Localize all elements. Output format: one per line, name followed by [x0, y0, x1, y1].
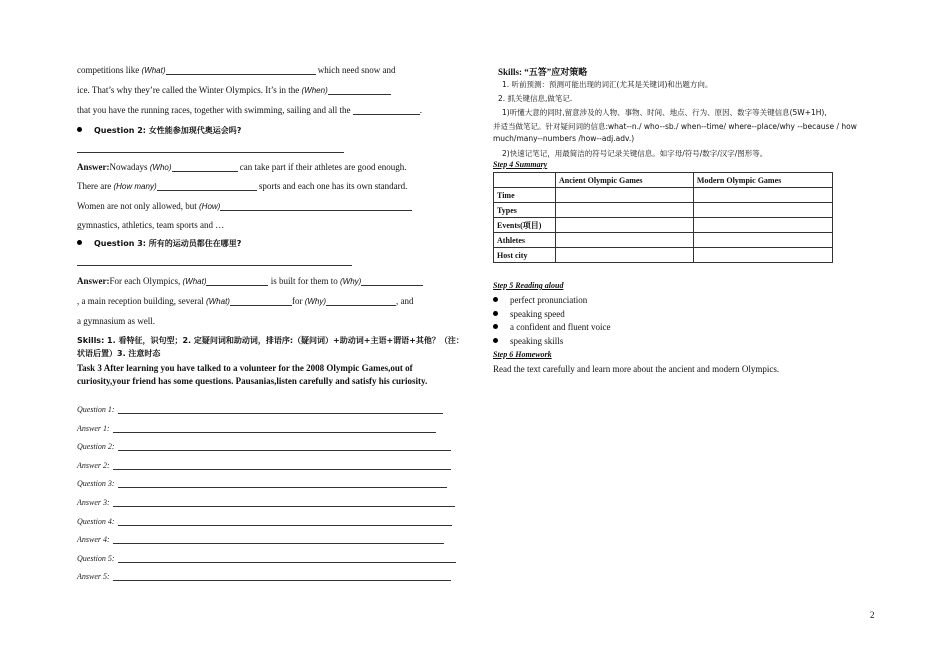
qa-label: Answer 3:: [77, 498, 110, 507]
qa-line: [77, 460, 451, 470]
answer-blank[interactable]: [118, 441, 451, 451]
skills-title: Skills: “五答”应对策略: [498, 67, 588, 77]
step-title: Step 6 Homework: [493, 350, 552, 359]
qa-label: Question 2:: [77, 442, 115, 452]
answer-line[interactable]: [77, 143, 344, 153]
bullet-icon: [493, 324, 498, 329]
table-header-row: [494, 173, 833, 188]
skills-item: 2. 抓关键信息,做笔记.: [498, 94, 573, 103]
answer-blank[interactable]: [361, 276, 423, 286]
text-line: [77, 85, 391, 95]
skills-item: 并适当做笔记。针对疑问词的信息:what--n./ who--sb./ when--time/ where--place/why --because / how: [493, 122, 857, 131]
question-text: Question 2: 女性能参加现代奥运会吗?: [94, 126, 242, 135]
table-cell[interactable]: [693, 233, 832, 248]
text-line: [77, 201, 412, 211]
row-label: Host city: [494, 248, 556, 263]
list-item-text: a confident and fluent voice: [510, 322, 611, 333]
skills-item: much/many--numbers /how--adj.adv.): [493, 134, 635, 143]
text-line: [77, 162, 406, 172]
answer-blank[interactable]: [118, 404, 443, 414]
page-number: 2: [870, 610, 875, 620]
table-cell[interactable]: [693, 203, 832, 218]
text: Women are not only allowed, but: [77, 201, 199, 211]
qa-label: Question 4:: [77, 516, 115, 526]
answer-blank[interactable]: [326, 296, 396, 306]
text: For each Olympics,: [109, 276, 183, 286]
bullet-icon: [77, 127, 82, 132]
table-cell[interactable]: [693, 218, 832, 233]
answer-line[interactable]: [77, 256, 352, 266]
skills-item: 1)听懂大意的同时,留意涉及的人物、事物、时间、地点、行为、原因、数字等关键信息(5W+1H),: [502, 108, 827, 117]
answer-blank[interactable]: [113, 497, 455, 507]
question-word-tag: (Why): [304, 297, 327, 306]
list-item: [493, 336, 563, 346]
list-item-text: speaking speed: [510, 308, 565, 319]
text-line: gymnastics, athletics, team sports and …: [77, 220, 225, 230]
table-header-cell: Modern Olympic Games: [693, 173, 832, 188]
text: can take part if their athletes are good enough.: [237, 162, 407, 172]
answer-blank[interactable]: [172, 162, 238, 172]
text: , and: [396, 296, 414, 306]
skills-note: Skills: 1. 看特征，识句型；2. 定疑问词和助动词，排语序:（疑问词）+助动词+主语+谓语+其他？（注：: [77, 336, 464, 345]
answer-blank[interactable]: [77, 143, 344, 153]
table-cell[interactable]: [556, 203, 694, 218]
qa-line: [77, 571, 451, 581]
question-word-tag: (Why): [339, 277, 362, 286]
table-header-cell: Ancient Olympic Games: [556, 173, 694, 188]
answer-blank[interactable]: [113, 571, 451, 581]
list-item-text: perfect pronunciation: [510, 295, 588, 305]
question-text: Question 3: 所有的运动员都住在哪里?: [94, 239, 242, 248]
qa-line: [77, 441, 451, 451]
text: that you have the running races, together with swimming, sailing and all the: [77, 105, 353, 115]
table-row: [494, 248, 833, 263]
answer-label: Answer:: [77, 276, 110, 286]
skills-note: 状语后置）3. 注意时态: [77, 349, 161, 358]
answer-blank[interactable]: [206, 276, 268, 286]
qa-label: Answer 5:: [77, 572, 110, 582]
text: Nowadays: [109, 162, 150, 172]
text: .: [419, 105, 422, 115]
answer-blank[interactable]: [118, 478, 447, 488]
answer-blank[interactable]: [230, 296, 292, 306]
answer-blank[interactable]: [166, 65, 316, 75]
answer-blank[interactable]: [220, 201, 412, 211]
question-3-heading: [77, 238, 241, 249]
bullet-icon: [493, 311, 498, 316]
question-word-tag: (Who): [149, 163, 172, 172]
table-header-cell: [494, 173, 556, 188]
answer-blank[interactable]: [118, 516, 452, 526]
table-cell[interactable]: [556, 233, 694, 248]
list-item: [493, 295, 587, 305]
bullet-icon: [493, 297, 498, 302]
table-cell[interactable]: [693, 188, 832, 203]
text: ice. That’s why they’re called the Winter Olympics. It’s in the: [77, 85, 302, 95]
table-cell[interactable]: [556, 248, 694, 263]
list-item-text: speaking skills: [510, 335, 564, 346]
text: for: [291, 296, 305, 306]
qa-line: [77, 553, 456, 563]
question-word-tag: (When): [301, 86, 328, 95]
text: competitions like: [77, 65, 142, 75]
text-line: a gymnasium as well.: [77, 316, 155, 326]
table-cell[interactable]: [693, 248, 832, 263]
answer-blank[interactable]: [118, 553, 456, 563]
step-6-heading: [493, 350, 552, 359]
answer-blank[interactable]: [77, 256, 352, 266]
qa-label: Answer 2:: [77, 460, 110, 470]
qa-label: Question 5:: [77, 553, 115, 563]
step-title: Step 5 Reading aloud: [493, 281, 564, 290]
bullet-icon: [77, 240, 82, 245]
answer-blank[interactable]: [328, 85, 391, 95]
qa-line: [77, 404, 443, 414]
step-title: Step 4 Summary: [493, 160, 548, 169]
row-label: Types: [494, 203, 556, 218]
text: which need snow and: [315, 65, 396, 75]
answer-label: Answer:: [77, 162, 110, 172]
qa-label: Question 3:: [77, 479, 115, 489]
answer-blank[interactable]: [157, 181, 257, 191]
list-item: [493, 322, 610, 332]
table-cell[interactable]: [556, 218, 694, 233]
text-line: [77, 181, 407, 191]
answer-blank[interactable]: [113, 423, 436, 433]
step-5-heading: [493, 281, 563, 290]
qa-line: [77, 478, 447, 488]
task-3-heading: Task 3 After learning you have talked to a volunteer for the 2008 Olympic Games,out of curiosity,your friend has some questions. Pausanias,listen carefully and satisfy his curiosity.: [77, 363, 428, 386]
text: , a main reception building, several: [77, 296, 206, 306]
table-row: [494, 218, 833, 233]
question-word-tag: (What): [182, 277, 207, 286]
answer-blank[interactable]: [353, 105, 420, 115]
table-row: [494, 233, 833, 248]
table-cell[interactable]: [556, 188, 694, 203]
text: sports and each one has its own standard.: [256, 181, 408, 191]
qa-line: [77, 534, 444, 544]
row-label: Events(项目): [494, 218, 556, 233]
question-word-tag: (What): [205, 297, 230, 306]
table-row: [494, 203, 833, 218]
text-line: [77, 65, 395, 75]
text: There are: [77, 181, 114, 191]
bullet-icon: [493, 338, 498, 343]
step-4-heading: [493, 160, 547, 169]
qa-label: Answer 4:: [77, 535, 110, 545]
homework-text: Read the text carefully and learn more about the ancient and modern Olympics.: [493, 364, 780, 374]
row-label: Time: [494, 188, 556, 203]
text-line: [77, 105, 422, 115]
text: is built for them to: [268, 276, 340, 286]
list-item: [493, 309, 565, 319]
row-label: Athletes: [494, 233, 556, 248]
qa-label: Answer 1:: [77, 423, 110, 433]
skills-item: 1. 听前预测：预测可能出现的词汇(尤其是关键词)和出题方向。: [502, 80, 713, 89]
qa-line: [77, 423, 436, 433]
question-2-heading: [77, 125, 241, 136]
skills-item: 2)快速记笔记，用最简洁的符号记录关键信息。如字母/符号/数字/汉字/图形等。: [502, 149, 768, 158]
answer-blank[interactable]: [113, 460, 451, 470]
question-word-tag: (What): [141, 66, 166, 75]
text-line: [77, 296, 414, 306]
question-word-tag: (How many): [113, 182, 157, 191]
text-line: [77, 276, 423, 286]
table-row: [494, 188, 833, 203]
summary-table: [493, 172, 833, 263]
question-word-tag: (How): [199, 202, 221, 211]
qa-label: Question 1:: [77, 405, 115, 414]
qa-line: [77, 497, 455, 507]
qa-line: [77, 516, 452, 526]
answer-blank[interactable]: [113, 534, 444, 544]
